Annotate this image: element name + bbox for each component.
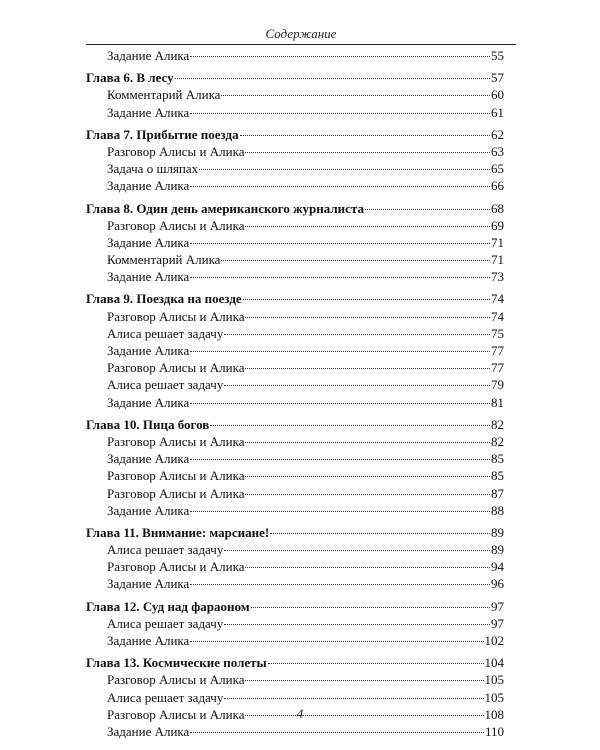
dot-leader: [190, 732, 484, 733]
page-ref: 94: [491, 559, 504, 575]
page-ref: 60: [491, 87, 504, 103]
dot-leader: [221, 95, 490, 96]
entry-label: Алиса решает задачу: [107, 542, 224, 558]
chapter-title: Глава 6. В лесу: [86, 70, 174, 86]
toc-entry[interactable]: [86, 376, 504, 393]
page-ref: 57: [491, 70, 504, 86]
entry-label: Задание Алика: [107, 269, 190, 285]
entry-label: Задание Алика: [107, 502, 190, 518]
entry-label: Задача о шляпах: [107, 161, 199, 177]
dot-leader: [210, 425, 490, 426]
entry-label: Комментарий Алика: [107, 87, 221, 103]
dot-leader: [175, 78, 490, 79]
page-ref: 65: [491, 161, 504, 177]
entry-label: Задание Алика: [107, 633, 190, 648]
toc-entry[interactable]: [86, 325, 504, 342]
toc-chapter: [86, 126, 504, 195]
toc-entry[interactable]: [86, 143, 504, 160]
entry-label: Разговор Алисы и Алика: [107, 559, 245, 575]
toc-chapter: [86, 416, 504, 519]
page-ref: 89: [491, 524, 504, 540]
page-ref: 77: [491, 360, 504, 376]
page-ref: 62: [491, 126, 504, 142]
dot-leader: [224, 698, 483, 699]
toc-entry[interactable]: [86, 268, 504, 285]
page-ref: 74: [491, 308, 504, 324]
toc-chapter-heading[interactable]: [86, 524, 504, 541]
dot-leader: [190, 186, 490, 187]
toc-entry[interactable]: [86, 671, 504, 688]
toc-chapter-heading[interactable]: [86, 598, 504, 615]
page-ref: 85: [491, 451, 504, 467]
page-ref: 75: [491, 325, 504, 341]
entry-label: Алиса решает задачу: [107, 689, 224, 705]
entry-label: Задание Алика: [107, 343, 190, 358]
page-ref: 105: [484, 689, 504, 705]
dot-leader: [245, 226, 490, 227]
dot-leader: [245, 317, 490, 318]
page-ref: 97: [491, 615, 504, 631]
chapter-title: Глава 12. Суд над фараоном: [86, 598, 250, 614]
entry-label: Задание Алика: [107, 234, 190, 250]
dot-leader: [245, 368, 490, 369]
toc-entry[interactable]: [86, 689, 504, 706]
toc-entry[interactable]: [86, 485, 504, 502]
page-ref: 104: [484, 655, 504, 671]
chapter-title: Глава 13. Космические полеты: [86, 655, 267, 671]
dot-leader: [251, 607, 490, 608]
toc-entry[interactable]: [86, 615, 504, 632]
toc-entry[interactable]: [86, 47, 504, 64]
entry-label: Разговор Алисы и Алика: [107, 672, 245, 688]
chapter-title: Глава 8. Один день американского журналиста: [86, 200, 364, 216]
chapter-title: Глава 11. Внимание: марсиане!: [86, 524, 270, 540]
entry-label: Разговор Алисы и Алика: [107, 706, 245, 722]
entry-label: Задание Алика: [107, 104, 190, 120]
chapter-title: Глава 10. Пица богов: [86, 416, 210, 432]
toc-entry[interactable]: [86, 160, 504, 177]
page-ref: 105: [484, 672, 504, 688]
toc-entry[interactable]: [86, 234, 504, 251]
page-ref: 85: [491, 468, 504, 484]
page-ref: 73: [491, 269, 504, 285]
entry-label: Задание Алика: [107, 451, 190, 467]
entry-label: Комментарий Алика: [107, 252, 221, 268]
dot-leader: [190, 56, 490, 57]
dot-leader: [224, 385, 490, 386]
dot-leader: [240, 135, 490, 136]
dot-leader: [190, 403, 490, 404]
running-head: Содержание: [265, 26, 337, 41]
toc-entry[interactable]: [86, 467, 504, 484]
toc-entry[interactable]: [86, 104, 504, 121]
toc-chapter: [86, 290, 504, 410]
entry-label: Разговор Алисы и Алика: [107, 485, 245, 501]
toc-entry[interactable]: [86, 450, 504, 467]
toc-chapter-heading[interactable]: [86, 126, 504, 143]
entry-label: Задание Алика: [107, 178, 190, 194]
entry-label: Разговор Алисы и Алика: [107, 468, 245, 484]
chapter-title: Глава 7. Прибытие поезда: [86, 126, 239, 142]
toc-chapter-heading[interactable]: [86, 654, 504, 671]
page-ref: 82: [491, 416, 504, 432]
entry-label: Разговор Алисы и Алика: [107, 308, 245, 324]
dot-leader: [221, 260, 490, 261]
toc-entry[interactable]: [86, 251, 504, 268]
toc-chapter: [86, 598, 504, 650]
entry-label: Алиса решает задачу: [107, 377, 224, 393]
page-ref: 66: [491, 178, 504, 194]
chapter-title: Глава 9. Поездка на поезде: [86, 291, 242, 307]
entry-label: Разговор Алисы и Алика: [107, 143, 245, 159]
page-ref: 89: [491, 542, 504, 558]
toc-entry[interactable]: [86, 86, 504, 103]
page-ref: 74: [491, 291, 504, 307]
page-ref: 96: [491, 576, 504, 592]
toc-chapter-heading[interactable]: [86, 200, 504, 217]
dot-leader: [224, 624, 490, 625]
dot-leader: [245, 680, 483, 681]
page-ref: 69: [491, 217, 504, 233]
page-ref: 61: [491, 104, 504, 120]
dot-leader: [190, 641, 483, 642]
dot-leader: [199, 169, 490, 170]
dot-leader: [190, 584, 490, 585]
dot-leader: [243, 299, 490, 300]
dot-leader: [365, 209, 490, 210]
page-number: 4: [296, 706, 304, 721]
table-of-contents: [86, 47, 504, 740]
toc-entry[interactable]: [86, 575, 504, 592]
entry-label: Задание Алика: [107, 48, 190, 63]
toc-entry[interactable]: [86, 394, 504, 411]
toc-chapter: [86, 524, 504, 593]
toc-entry[interactable]: [86, 723, 504, 740]
page-ref: 55: [491, 48, 504, 63]
page-ref: 71: [491, 252, 504, 268]
toc-entry[interactable]: [86, 502, 504, 519]
dot-leader: [245, 567, 490, 568]
page-ref: 68: [491, 200, 504, 216]
toc-entry[interactable]: [86, 541, 504, 558]
dot-leader: [190, 277, 490, 278]
entry-label: Алиса решает задачу: [107, 615, 224, 631]
page-ref: 108: [484, 706, 504, 722]
dot-leader: [245, 442, 490, 443]
page-ref: 63: [491, 143, 504, 159]
page-ref: 79: [491, 377, 504, 393]
dot-leader: [190, 511, 490, 512]
page-ref: 81: [491, 394, 504, 410]
toc-chapter-heading[interactable]: [86, 290, 504, 307]
dot-leader: [190, 351, 490, 352]
entry-label: Разговор Алисы и Алика: [107, 217, 245, 233]
page-ref: 77: [491, 343, 504, 358]
toc-entry[interactable]: [86, 632, 504, 649]
toc-entry[interactable]: [86, 558, 504, 575]
header-rule: [86, 44, 516, 45]
dot-leader: [268, 663, 484, 664]
toc-entry[interactable]: [86, 217, 504, 234]
page-ref: 87: [491, 485, 504, 501]
toc-entry[interactable]: [86, 342, 504, 359]
toc-chapter: [86, 47, 504, 64]
entry-label: Задание Алика: [107, 394, 190, 410]
dot-leader: [245, 152, 490, 153]
dot-leader: [190, 113, 490, 114]
page-ref: 110: [484, 723, 504, 739]
toc-chapter-heading[interactable]: [86, 69, 504, 86]
toc-entry[interactable]: [86, 177, 504, 194]
toc-chapter: [86, 200, 504, 286]
toc-chapter: [86, 69, 504, 121]
entry-label: Разговор Алисы и Алика: [107, 433, 245, 449]
entry-label: Алиса решает задачу: [107, 325, 224, 341]
dot-leader: [224, 334, 490, 335]
dot-leader: [270, 533, 490, 534]
entry-label: Разговор Алисы и Алика: [107, 360, 245, 376]
page-ref: 71: [491, 234, 504, 250]
toc-entry[interactable]: [86, 433, 504, 450]
dot-leader: [245, 494, 490, 495]
dot-leader: [190, 243, 490, 244]
toc-entry[interactable]: [86, 308, 504, 325]
dot-leader: [190, 459, 490, 460]
entry-label: Задание Алика: [107, 723, 190, 739]
page-ref: 97: [491, 598, 504, 614]
toc-chapter: [86, 654, 504, 740]
toc-entry[interactable]: [86, 359, 504, 376]
page-ref: 88: [491, 502, 504, 518]
entry-label: Задание Алика: [107, 576, 190, 592]
page-ref: 82: [491, 433, 504, 449]
toc-chapter-heading[interactable]: [86, 416, 504, 433]
dot-leader: [245, 476, 490, 477]
dot-leader: [224, 550, 490, 551]
page-ref: 102: [484, 633, 504, 648]
